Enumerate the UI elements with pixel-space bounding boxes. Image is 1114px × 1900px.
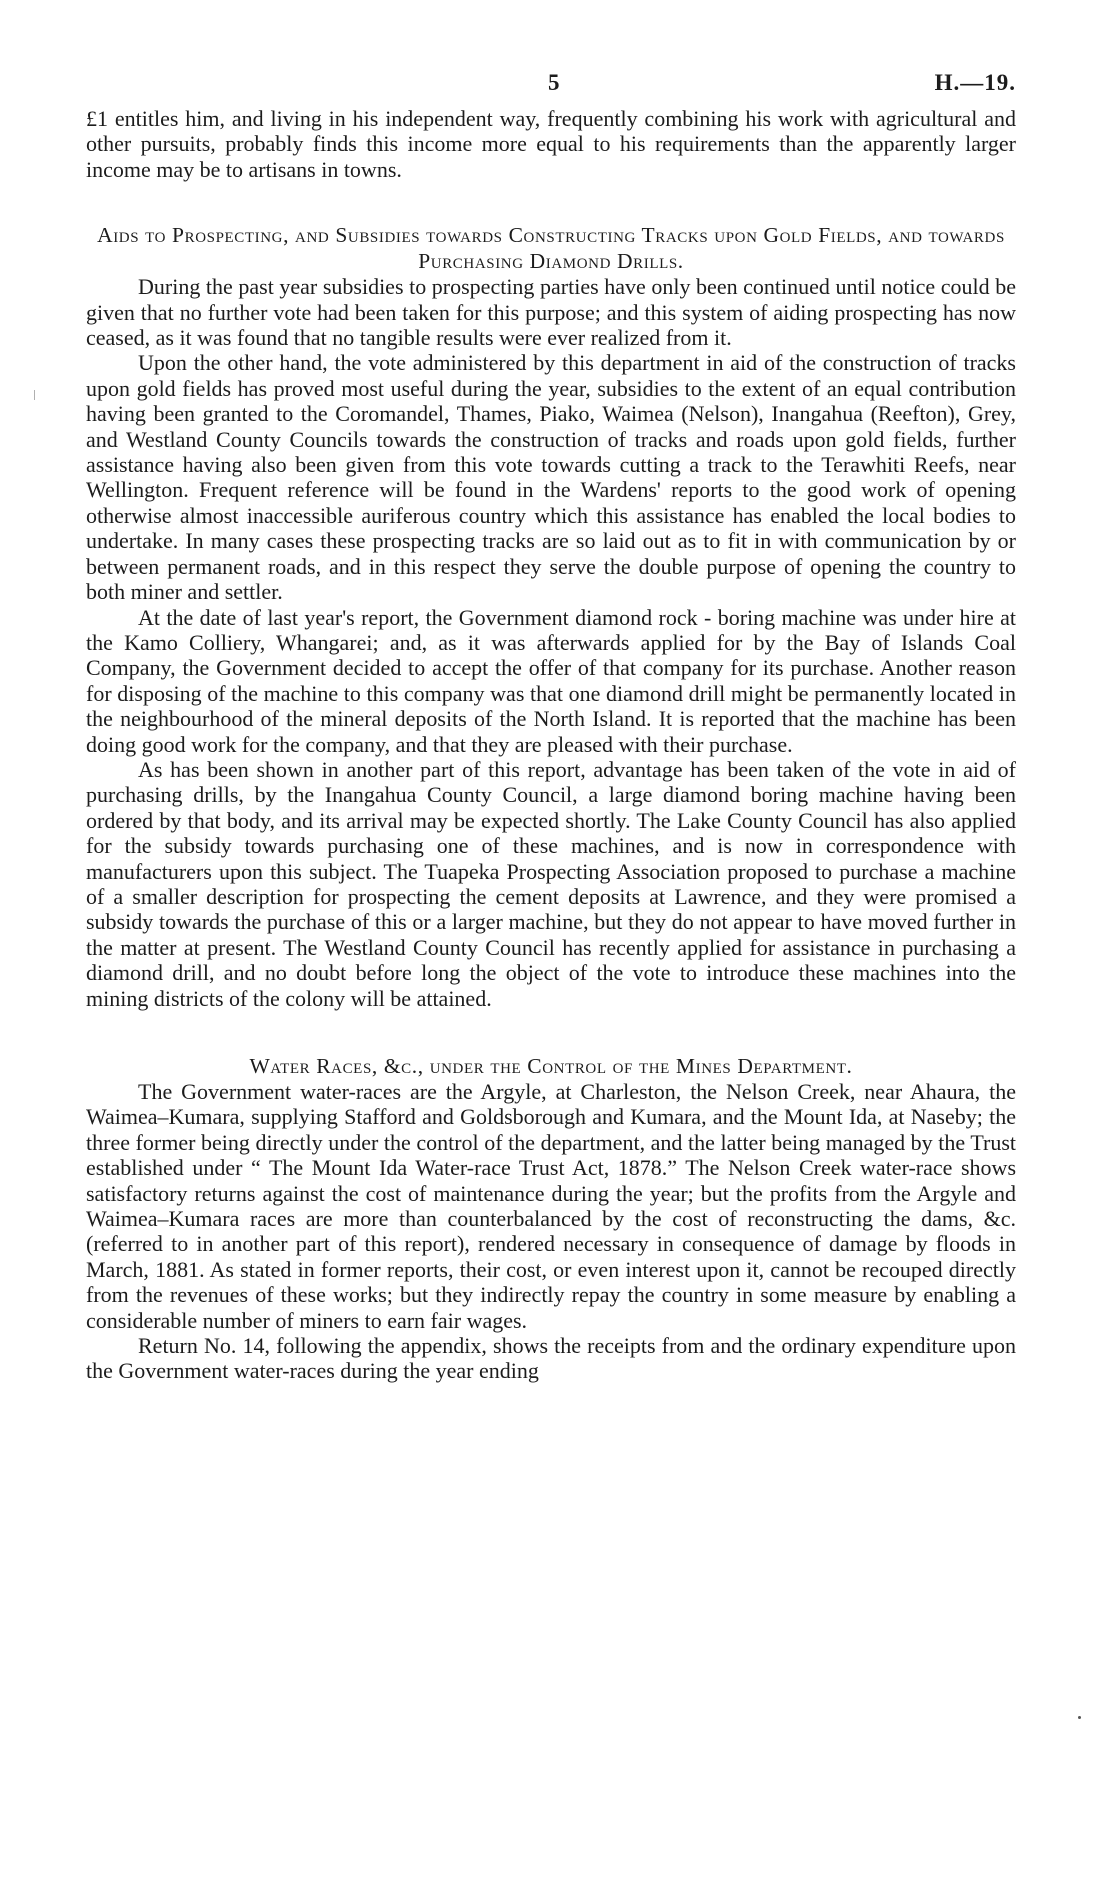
page-number: 5 — [548, 70, 560, 95]
margin-dot — [1078, 1716, 1081, 1719]
page-header — [86, 66, 1016, 106]
margin-mark — [34, 390, 35, 400]
paragraph: The Government water-races are the Argyle, at Charleston, the Nelson Creek, near Ahaura, the Waimea–Kumara, supplying Stafford and Goldsborough and Kumara, and the Mount Ida, at Naseby; the three former being directly under the control of the department, and the latter being managed by the Trust established under “ The Mount Ida Water-race Trust Act, 1878.” The Nelson Creek water-race shows satisfactory returns against the cost of maintenance during the year; but the profits from the Argyle and Waimea–Kumara races are more than counterbalanced by the cost of reconstructing the dams, &c. (referred to in another part of this report), rendered necessary in consequence of damage by floods in March, 1881. As stated in former reports, their cost, or even interest upon it, cannot be recouped directly from the revenues of these works; but they indirectly repay the country in some measure by enabling a considerable number of miners to earn fair wages. — [86, 1079, 1016, 1333]
paragraph: Return No. 14, following the appendix, shows the receipts from and the ordinary expenditure upon the Government water-races during the year ending — [86, 1333, 1016, 1384]
document-page — [86, 66, 1016, 1384]
paragraph: During the past year subsidies to prospecting parties have only been continued until notice could be given that no further vote had been taken for this purpose; and this system of aiding prospecting has now ceased, as it was found that no tangible results were ever realized from it. — [86, 274, 1016, 351]
document-reference: H.—19. — [934, 70, 1016, 95]
paragraph: At the date of last year's report, the Government diamond rock - boring machine was under hire at the Kamo Colliery, Whangarei; and, as it was afterwards applied for by the Bay of Islands Coal Company, the Government decided to accept the offer of that company for its purchase. Another reason for disposing of the machine to this company was that one diamond drill might be permanently located in the neighbourhood of the mineral deposits of the North Island. It is reported that the machine has been doing good work for the company, and that they are pleased with their purchase. — [86, 604, 1016, 757]
paragraph: Upon the other hand, the vote administered by this department in aid of the construction of tracks upon gold fields has proved most useful during the year, subsidies to the extent of an equal contribution having been granted to the Coromandel, Thames, Piako, Waimea (Nelson), Inangahua (Reefton), Grey, and Westland County Councils towards the construction of tracks and roads upon gold fields, further assistance having also been given from this vote towards cutting a track to the Terawhiti Reefs, near Wellington. Frequent reference will be found in the Wardens' reports to the good work of opening otherwise almost inaccessible auriferous country which this assistance has enabled the local bodies to undertake. In many cases these prospecting tracks are so laid out as to fit in with communication by or between permanent roads, and in this respect they serve the double purpose of opening the country to both miner and settler. — [86, 350, 1016, 605]
section-heading-prospecting-aids: Aids to Prospecting, and Subsidies towards Constructing Tracks upon Gold Fields, and towards Purchasing Diamond Drills. — [97, 223, 1005, 274]
section-heading-water-races: Water Races, &c., under the Control of the Mines Department. — [249, 1054, 853, 1078]
paragraph-continuation: £1 entitles him, and living in his independent way, frequently combining his work with agricultural and other pursuits, probably finds this income more equal to his requirements than the apparently larger income may be to artisans in towns. — [86, 106, 1016, 182]
paragraph: As has been shown in another part of this report, advantage has been taken of the vote in aid of purchasing drills, by the Inangahua County Council, a large diamond boring machine having been ordered by that body, and its arrival may be expected shortly. The Lake County Council has also applied for the subsidy towards purchasing one of these machines, and is now in correspondence with manufacturers upon this subject. The Tuapeka Prospecting Association proposed to purchase a machine of a smaller description for prospecting the cement deposits at Lawrence, and they were promised a subsidy towards the purchase of this or a larger machine, but they do not appear to have moved further in the matter at present. The Westland County Council has recently applied for assistance in purchasing a diamond drill, and no doubt before long the object of the vote to introduce these machines into the mining districts of the colony will be attained. — [86, 756, 1016, 1011]
